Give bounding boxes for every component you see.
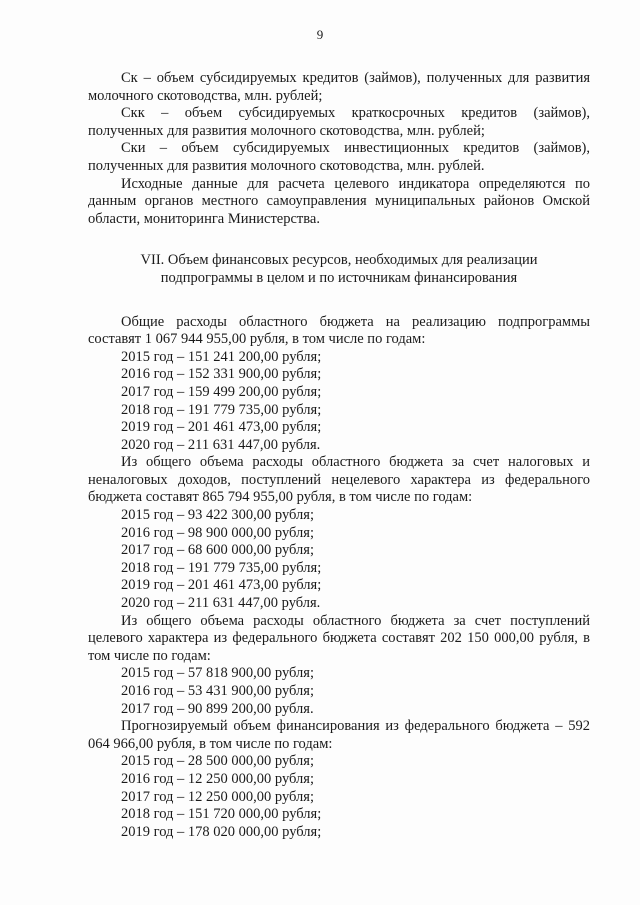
year-line: 2017 год – 68 600 000,00 рубля; xyxy=(121,542,314,559)
paragraph-sk-definition: Ск – объем субсидируемых кредитов (займов), полученных для развития молочного скотоводства, млн. рублей; xyxy=(88,70,590,104)
year-line: 2019 год – 201 461 473,00 рубля; xyxy=(121,577,322,594)
year-line: 2018 год – 151 720 000,00 рубля; xyxy=(121,806,322,823)
year-line: 2019 год – 201 461 473,00 рубля; xyxy=(121,419,322,436)
section-intro: Прогнозируемый объем финансирования из федерального бюджета – 592 064 966,00 рубля, в том числе по годам: xyxy=(88,718,590,752)
year-line: 2017 год – 90 899 200,00 рубля. xyxy=(121,700,314,717)
paragraph-ski-definition: Ски – объем субсидируемых инвестиционных кредитов (займов), полученных для развития молочного скотоводства, млн. рублей. xyxy=(88,140,590,174)
year-line: 2015 год – 93 422 300,00 рубля; xyxy=(121,507,314,524)
year-line: 2016 год – 12 250 000,00 рубля; xyxy=(121,770,314,787)
year-line: 2020 год – 211 631 447,00 рубля. xyxy=(121,436,321,453)
funding-section-total xyxy=(88,314,590,455)
year-line: 2018 год – 191 779 735,00 рубля; xyxy=(121,401,322,418)
year-line: 2015 год – 28 500 000,00 рубля; xyxy=(121,753,314,770)
year-line: 2016 год – 53 431 900,00 рубля; xyxy=(121,683,314,699)
page-number: 9 xyxy=(316,27,324,42)
year-line: 2020 год – 211 631 447,00 рубля. xyxy=(121,595,321,612)
paragraph-skk-definition: Скк – объем субсидируемых краткосрочных кредитов (займов), полученных для развития молочного скотоводства, млн. рублей; xyxy=(88,105,590,139)
top-paragraphs xyxy=(88,70,590,228)
section-intro: Общие расходы областного бюджета на реализацию подпрограммы составят 1 067 944 955,00 рубля, в том числе по годам: xyxy=(88,313,590,348)
year-line: 2018 год – 191 779 735,00 рубля; xyxy=(121,559,322,576)
year-line: 2017 год – 159 499 200,00 рубля; xyxy=(121,383,322,400)
section-intro: Из общего объема расходы областного бюджета за счет налоговых и неналоговых доходов, поступлений нецелевого характера из федерального бюджета составят 865 794 955,00 рубля, в том числе по годам: xyxy=(88,454,590,506)
section-heading-line-2: подпрограммы в целом и по источникам финансирования xyxy=(160,269,518,286)
section-heading xyxy=(88,252,590,287)
funding-section-federal-targeted xyxy=(88,613,590,719)
funding-section-federal-forecast xyxy=(88,718,590,841)
year-line: 2016 год – 152 331 900,00 рубля; xyxy=(121,366,322,383)
year-line: 2016 год – 98 900 000,00 рубля; xyxy=(121,524,314,541)
funding-section-tax-revenue xyxy=(88,454,590,612)
year-line: 2017 год – 12 250 000,00 рубля; xyxy=(121,788,314,805)
section-intro: Из общего объема расходы областного бюджета за счет поступлений целевого характера из федерального бюджета составят 202 150 000,00 рубля, в том числе по годам: xyxy=(88,612,590,664)
section-heading-line-1: VII. Объем финансовых ресурсов, необходимых для реализации xyxy=(140,252,538,269)
year-line: 2015 год – 57 818 900,00 рубля; xyxy=(121,665,314,682)
year-line: 2015 год – 151 241 200,00 рубля; xyxy=(121,348,322,365)
year-line: 2019 год – 178 020 000,00 рубля; xyxy=(121,823,322,840)
paragraph-source-data: Исходные данные для расчета целевого индикатора определяются по данным органов местного самоуправления муниципальных районов Омской области, мониторинга Министерства. xyxy=(88,175,590,227)
page-content xyxy=(88,70,590,841)
